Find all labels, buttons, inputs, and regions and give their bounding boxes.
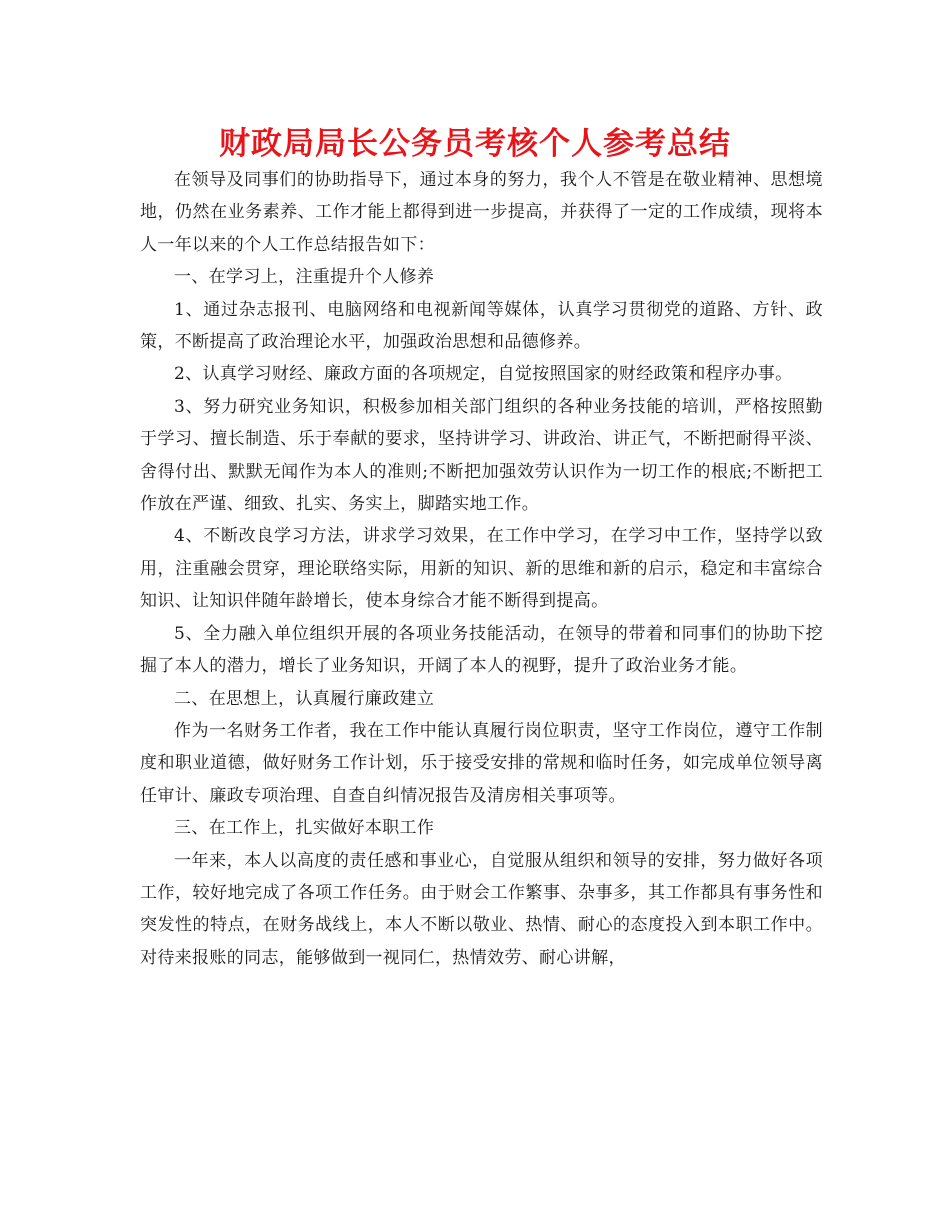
section-heading-work: 三、在工作上，扎实做好本职工作	[174, 818, 435, 839]
intro-paragraph: 在领导及同事们的协助指导下，通过本身的努力，我个人不管是在敬业精神、思想境地，仍然在业务素养、工作才能上都得到进一步提高，并获得了一定的工作成绩，现将本人一年以来的个人工作总结报告如下：	[140, 170, 823, 255]
work-paragraph: 一年来，本人以高度的责任感和事业心，自觉服从组织和领导的安排，努力做好各项工作，较好地完成了各项工作任务。由于财会工作繁事、杂事多，其工作都具有事务性和突发性的特点，在财务战线上，本人不断以敬业、热情、耐心的态度投入到本职工作中。对待来报账的同志，能够做到一视同仁，热情效劳、耐心讲解，	[140, 850, 823, 968]
ideology-paragraph: 作为一名财务工作者，我在工作中能认真履行岗位职责，坚守工作岗位，遵守工作制度和职业道德，做好财务工作计划，乐于接受安排的常规和临时任务，如完成单位领导离任审计、廉政专项治理、自查自纠情况报告及清房相关事项等。	[140, 720, 823, 806]
document-title: 财政局局长公务员考核个人参考总结	[219, 126, 731, 162]
study-item-1: 1、通过杂志报刊、电脑网络和电视新闻等媒体，认真学习贯彻党的道路、方针、政策，不断提高了政治理论水平，加强政治思想和品德修养。	[140, 299, 823, 353]
study-item-3: 3、努力研究业务知识，积极参加相关部门组织的各种业务技能的培训，严格按照勤于学习、擅长制造、乐于奉献的要求，坚持讲学习、讲政治、讲正气，不断把耐得平淡、舍得付出、默默无闻作为本人的准则;不断把加强效劳认识作为一切工作的根底;不断把工作放在严谨、细致、扎实、务实上，脚踏实地工作。	[140, 396, 823, 515]
document-body	[140, 164, 823, 974]
section-heading-ideology: 二、在思想上，认真履行廉政建立	[174, 688, 435, 709]
study-item-5: 5、全力融入单位组织开展的各项业务技能活动，在领导的带着和同事们的协助下挖掘了本人的潜力，增长了业务知识，开阔了本人的视野，提升了政治业务才能。	[140, 623, 823, 677]
section-heading-study: 一、在学习上，注重提升个人修养	[174, 267, 435, 288]
study-item-4: 4、不断改良学习方法，讲求学习效果，在工作中学习，在学习中工作，坚持学以致用，注重融会贯穿，理论联络实际，用新的知识、新的思维和新的启示，稳定和丰富综合知识、让知识伴随年龄增长，使本身综合才能不断得到提高。	[140, 526, 823, 612]
study-item-2: 2、认真学习财经、廉政方面的各项规定，自觉按照国家的财经政策和程序办事。	[174, 364, 793, 385]
